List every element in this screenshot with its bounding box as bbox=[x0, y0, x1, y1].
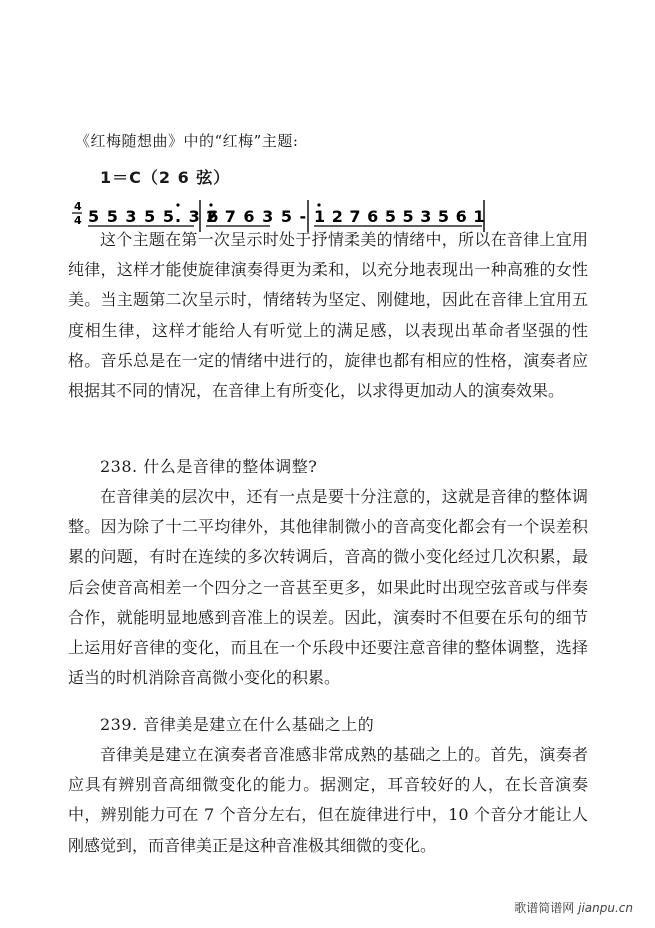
heading-239: 239. 音律美是建立在什么基础之上的 bbox=[100, 715, 375, 734]
paragraph-3-text: 音律美是建立在演奏者音准感非常成熟的基础之上的。首先，演奏者应具有辨别音高细微变化的能力。据测定，耳音较好的人，在长音演奏中，辨别能力可在 7 个音分左右，但在旋律进行中，10 个音分才能让人刚感觉到，而音律美正是这种音准极其细微的变化。 bbox=[68, 745, 588, 855]
watermark-site: jianpu.cn bbox=[578, 901, 633, 915]
measure-2: 2 7 6 3 5 - bbox=[206, 207, 308, 226]
octave-dot-m1 bbox=[176, 203, 179, 206]
key-signature: 1＝C（2 6 弦） bbox=[100, 168, 231, 187]
paragraph-1-text: 这个主题在第一次呈示时处于抒情柔美的情绪中，所以在音律上宜用纯律，这样才能使旋律演奏得更为柔和，以充分地表现出一种高雅的女性美。当主题第二次呈示时，情绪转为坚定、刚健地，因此在音律上宜用五度相生律，这样才能给人有听觉上的满足感，以表现出革命者坚强的性格。音乐总是在一定的情绪中进行的，旋律也都有相应的性格，演奏者应根据其不同的情况，在音律上有所变化，以求得更加动人的演奏效果。 bbox=[68, 230, 588, 401]
octave-dot-m3 bbox=[317, 203, 320, 206]
watermark bbox=[514, 899, 633, 916]
measure-3: 1 2 7 6 5 5 3 5 6 1 bbox=[314, 207, 485, 226]
heading-238: 238. 什么是音律的整体调整? bbox=[100, 457, 318, 476]
paragraph-1 bbox=[68, 225, 588, 406]
octave-dot-m2 bbox=[209, 203, 212, 206]
intro-line: 《红梅随想曲》中的“红梅”主题: bbox=[75, 132, 299, 150]
watermark-cn: 歌谱简谱网 bbox=[514, 901, 575, 915]
time-sig-top: 4 bbox=[74, 200, 82, 213]
measure-1: 5 5 3 5 5. 3 6 bbox=[88, 207, 220, 226]
paragraph-2-text: 在音律美的层次中，还有一点是要十分注意的，这就是音律的整体调整。因为除了十二平均律外，其他律制微小的音高变化都会有一个误差积累的问题，有时在连续的多次转调后，音高的微小变化经过几次积累，最后会使音高相差一个四分之一音甚至更多，如果此时出现空弦音或与伴奏合作，就能明显地感到音准上的误差。因此，演奏时不但要在乐句的细节上运用好音律的变化，而且在一个乐段中还要注意音律的整体调整，选择适当的时机消除音高微小变化的积累。 bbox=[68, 487, 588, 688]
paragraph-2 bbox=[68, 482, 588, 693]
time-sig-bottom: 4 bbox=[74, 214, 82, 227]
paragraph-3 bbox=[68, 740, 588, 861]
